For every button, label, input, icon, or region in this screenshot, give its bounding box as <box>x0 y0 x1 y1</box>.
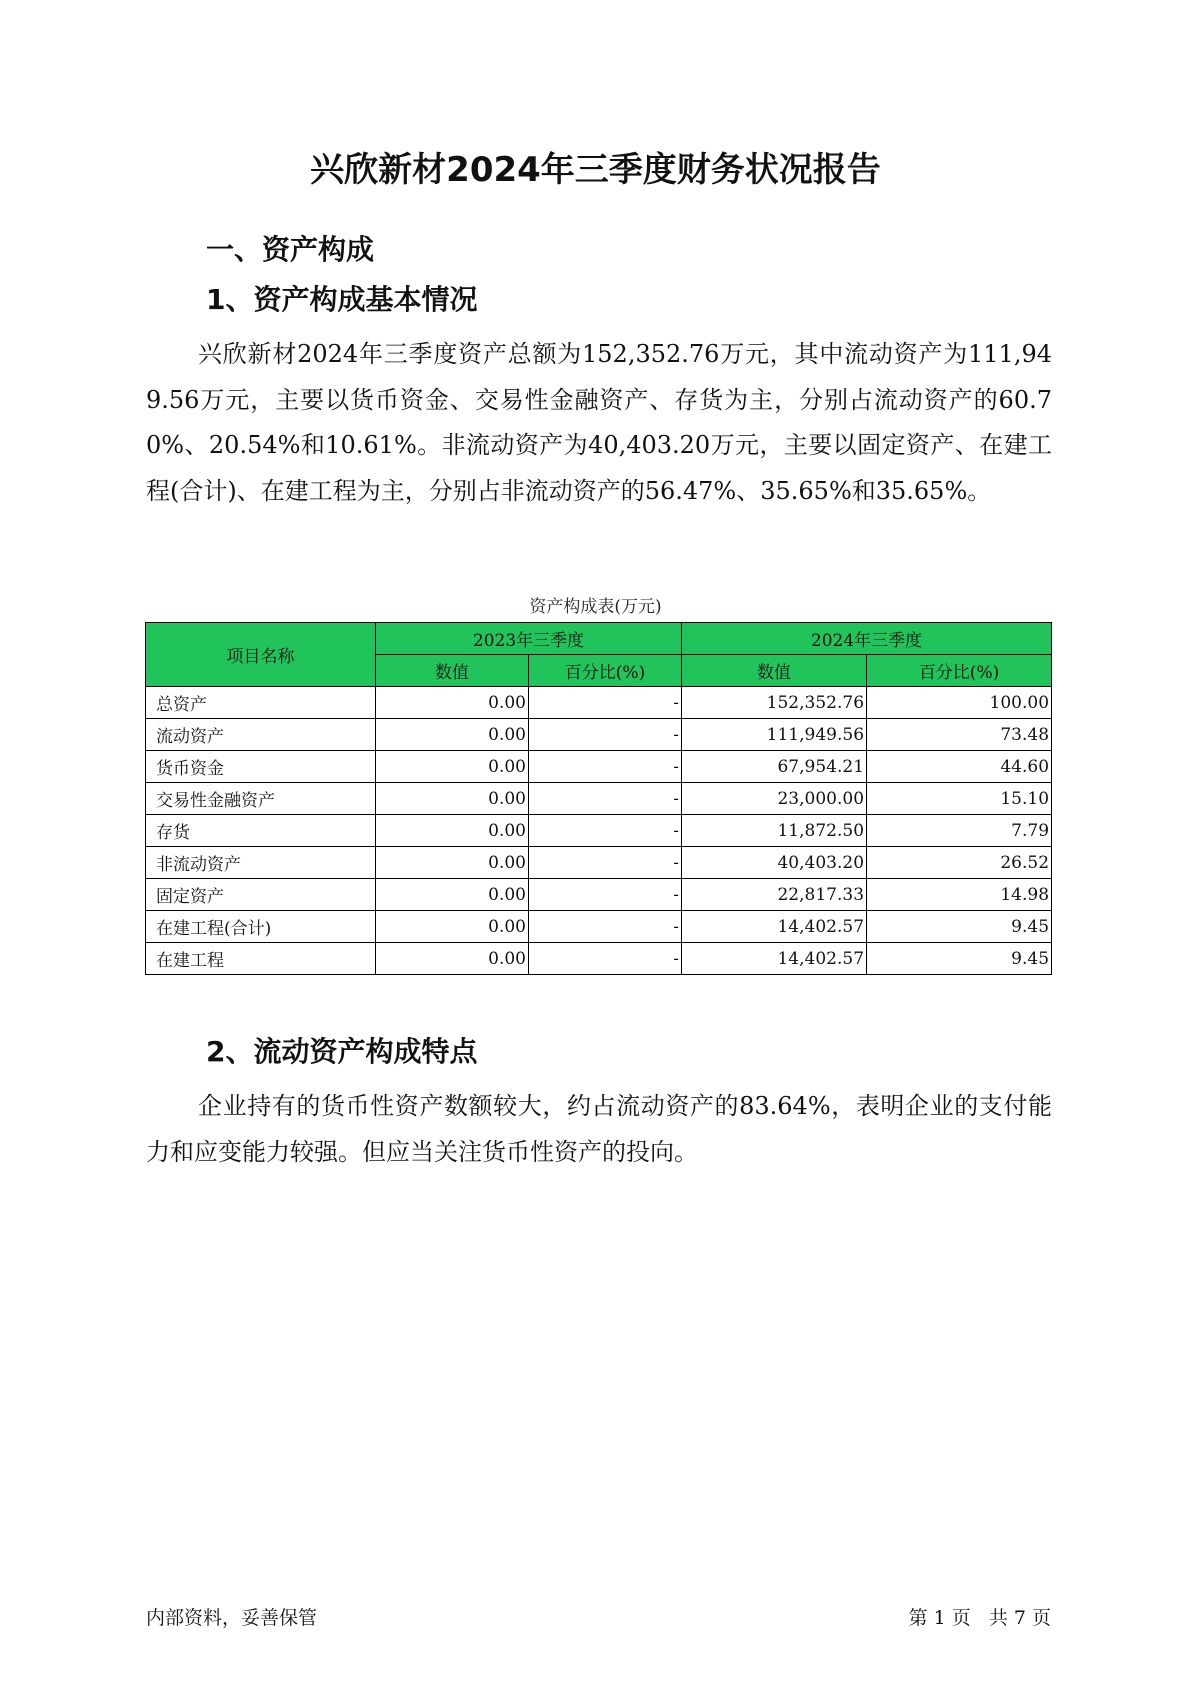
row-value-2024: 11,872.50 <box>682 815 867 847</box>
table-caption: 资产构成表(万元) <box>529 597 662 617</box>
table-header-row <box>146 623 1052 655</box>
table-row <box>146 911 1052 943</box>
asset-composition-table <box>145 622 1052 975</box>
subsection-heading-current-assets: 2、流动资产构成特点 <box>206 1035 478 1068</box>
row-name: 总资产 <box>146 687 376 719</box>
row-value-2023: 0.00 <box>376 719 529 751</box>
row-name: 交易性金融资产 <box>146 783 376 815</box>
row-value-2023: 0.00 <box>376 815 529 847</box>
row-pct-2023: - <box>529 719 682 751</box>
table-row <box>146 687 1052 719</box>
row-value-2024: 40,403.20 <box>682 847 867 879</box>
table-row <box>146 783 1052 815</box>
table-row <box>146 847 1052 879</box>
row-name: 在建工程(合计) <box>146 911 376 943</box>
row-name: 固定资产 <box>146 879 376 911</box>
header-period-2024: 2024年三季度 <box>682 623 1052 655</box>
row-value-2023: 0.00 <box>376 879 529 911</box>
row-value-2024: 152,352.76 <box>682 687 867 719</box>
row-pct-2024: 9.45 <box>867 943 1052 975</box>
row-value-2023: 0.00 <box>376 911 529 943</box>
row-value-2023: 0.00 <box>376 783 529 815</box>
table-row <box>146 815 1052 847</box>
header-item-name: 项目名称 <box>146 623 376 687</box>
row-pct-2023: - <box>529 943 682 975</box>
row-pct-2023: - <box>529 911 682 943</box>
row-pct-2024: 26.52 <box>867 847 1052 879</box>
table-row <box>146 719 1052 751</box>
paragraph-current-assets: 企业持有的货币性资产数额较大，约占流动资产的83.64%，表明企业的支付能力和应变能力较强。但应当关注货币性资产的投向。 <box>146 1092 1052 1166</box>
header-period-2023: 2023年三季度 <box>376 623 682 655</box>
row-value-2023: 0.00 <box>376 687 529 719</box>
row-pct-2024: 44.60 <box>867 751 1052 783</box>
row-value-2024: 23,000.00 <box>682 783 867 815</box>
page-title: 兴欣新材2024年三季度财务状况报告 <box>310 150 881 190</box>
row-pct-2023: - <box>529 687 682 719</box>
row-pct-2024: 7.79 <box>867 815 1052 847</box>
row-value-2023: 0.00 <box>376 751 529 783</box>
row-value-2023: 0.00 <box>376 943 529 975</box>
row-value-2024: 14,402.57 <box>682 911 867 943</box>
footer-page-number: 第 1 页 共 7 页 <box>908 1607 1051 1629</box>
row-pct-2023: - <box>529 879 682 911</box>
header-value-2024: 数值 <box>682 655 867 687</box>
row-value-2024: 14,402.57 <box>682 943 867 975</box>
row-pct-2023: - <box>529 783 682 815</box>
paragraph-basic: 兴欣新材2024年三季度资产总额为152,352.76万元，其中流动资产为111,949.56万元，主要以货币资金、交易性金融资产、存货为主，分别占流动资产的60.70%、20.54%和10.61%。非流动资产为40,403.20万元，主要以固定资产、在建工程(合计)、在建工程为主，分别占非流动资产的56.47%、35.65%和35.65%。 <box>146 340 1052 505</box>
header-pct-2023: 百分比(%) <box>529 655 682 687</box>
table-body <box>146 687 1052 975</box>
row-value-2023: 0.00 <box>376 847 529 879</box>
table-row <box>146 879 1052 911</box>
row-pct-2024: 15.10 <box>867 783 1052 815</box>
header-value-2023: 数值 <box>376 655 529 687</box>
row-value-2024: 111,949.56 <box>682 719 867 751</box>
row-pct-2024: 73.48 <box>867 719 1052 751</box>
row-pct-2023: - <box>529 847 682 879</box>
row-pct-2023: - <box>529 751 682 783</box>
row-pct-2024: 14.98 <box>867 879 1052 911</box>
row-name: 非流动资产 <box>146 847 376 879</box>
row-value-2024: 22,817.33 <box>682 879 867 911</box>
section-heading-asset-composition: 一、资产构成 <box>206 233 375 266</box>
footer-confidential-note: 内部资料，妥善保管 <box>146 1607 318 1629</box>
subsection-heading-basic: 1、资产构成基本情况 <box>206 283 478 316</box>
row-pct-2024: 9.45 <box>867 911 1052 943</box>
row-value-2024: 67,954.21 <box>682 751 867 783</box>
row-name: 货币资金 <box>146 751 376 783</box>
row-name: 存货 <box>146 815 376 847</box>
row-name: 流动资产 <box>146 719 376 751</box>
table-row <box>146 943 1052 975</box>
table-row <box>146 751 1052 783</box>
row-name: 在建工程 <box>146 943 376 975</box>
row-pct-2023: - <box>529 815 682 847</box>
row-pct-2024: 100.00 <box>867 687 1052 719</box>
header-pct-2024: 百分比(%) <box>867 655 1052 687</box>
